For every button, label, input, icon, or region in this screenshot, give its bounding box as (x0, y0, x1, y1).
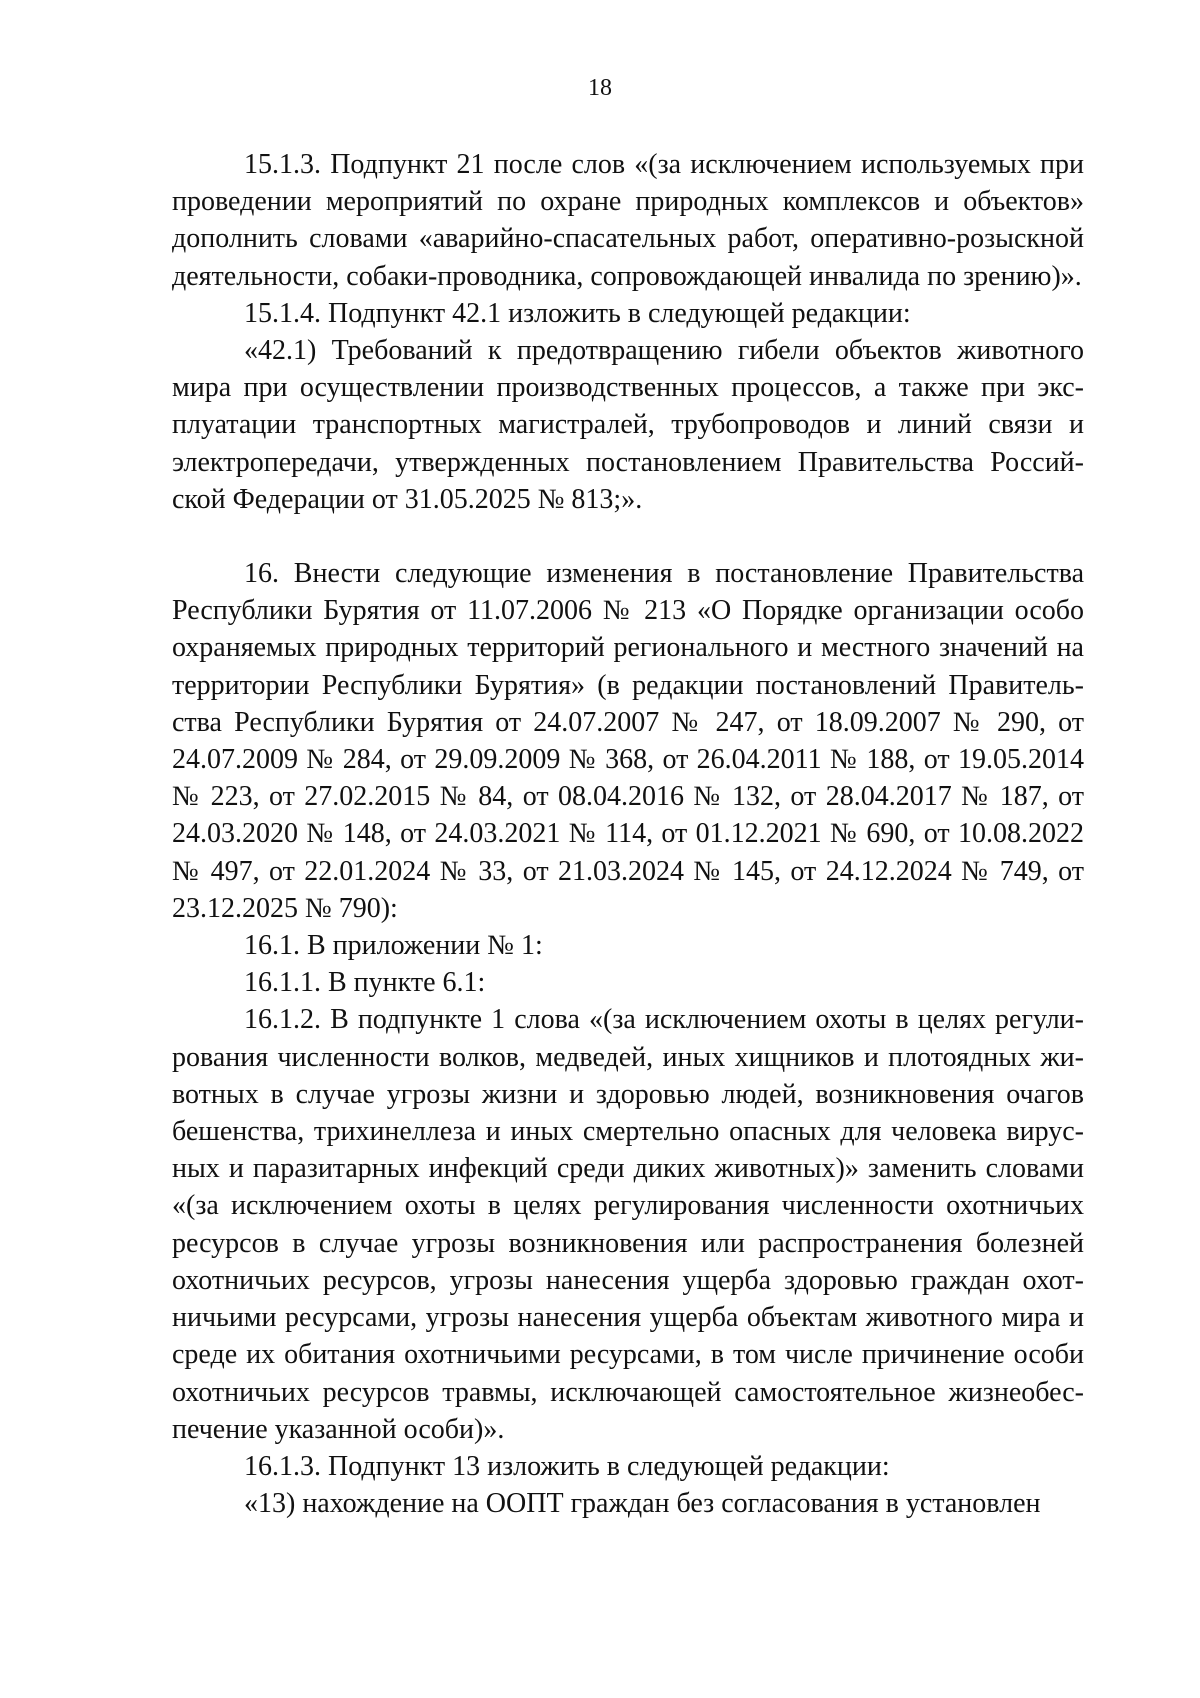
paragraph-15-1-4: 15.1.4. Подпункт 42.1 изложить в следующей редакции: (244, 297, 911, 329)
paragraph-16-1-3: 16.1.3. Подпункт 13 изложить в следующей редакции: (244, 1450, 890, 1482)
paragraph-15-1-3: 15.1.3. Подпункт 21 после слов «(за исключением используемых при проведении мероприятий по охране природных комплексов и объектов» дополнить словами «аварийно-спасательных работ, оперативно-розыскной деятельности, собаки-проводника, сопровождающей инвалида по зрению)». (172, 149, 1084, 292)
paragraph-42-1-text: «42.1) Требований к предотвращению гибели объектов животного мира при осуществлении производственных процессов, а также при эксплуатации транспортных магистралей, трубопроводов и линий связи и электропередачи, утвержденных постановлением Правительства Российской Федерации от 31.05.2025 № 813;». (172, 335, 1084, 515)
paragraph-16-1: 16.1. В приложении № 1: (244, 930, 543, 962)
page-number: 18 (588, 75, 612, 101)
document-body (172, 146, 1084, 1522)
paragraph-16-1-1: 16.1.1. В пункте 6.1: (244, 967, 486, 999)
paragraph-16-1-2: 16.1.2. В подпункте 1 слова «(за исключением охоты в целях регулирования численности волков, медведей, иных хищников и плотоядных животных в случае угрозы жизни и здоровью людей, возникновения очагов бешенства, трихинеллеза и иных смертельно опасных для человека вирусных и паразитарных инфекций среди диких животных)» заменить словами «(за исключением охоты в целях регулирования численности охотничьих ресурсов в случае угрозы возникновения или распространения болезней охотничьих ресурсов, угрозы нанесения ущерба здоровью граждан охотничьими ресурсами, угрозы нанесения ущерба объектам животного мира и среде их обитания охотничьими ресурсами, в том числе причинение особи охотничьих ресурсов травмы, исключающей самостоятельное жизнеобеспечение указанной особи)». (172, 1004, 1084, 1445)
paragraph-16: 16. Внести следующие изменения в постановление Правительства Республики Бурятия от 11.07.2006 № 213 «О Порядке организации особо охраняемых природных территорий регионального и местного значений на территории Республики Бурятия» (в редакции постановлений Правительства Республики Бурятия от 24.07.2007 № 247, от 18.09.2007 № 290, от 24.07.2009 № 284, от 29.09.2009 № 368, от 26.04.2011 № 188, от 19.05.2014 № 223, от 27.02.2015 № 84, от 08.04.2016 № 132, от 28.04.2017 № 187, от 24.03.2020 № 148, от 24.03.2021 № 114, от 01.12.2021 № 690, от 10.08.2022 № 497, от 22.01.2024 № 33, от 21.03.2024 № 145, от 24.12.2024 № 749, от 23.12.2025 № 790): (172, 558, 1084, 924)
paragraph-13-text: «13) нахождение на ООПТ граждан без согласования в установлен (244, 1488, 1041, 1520)
